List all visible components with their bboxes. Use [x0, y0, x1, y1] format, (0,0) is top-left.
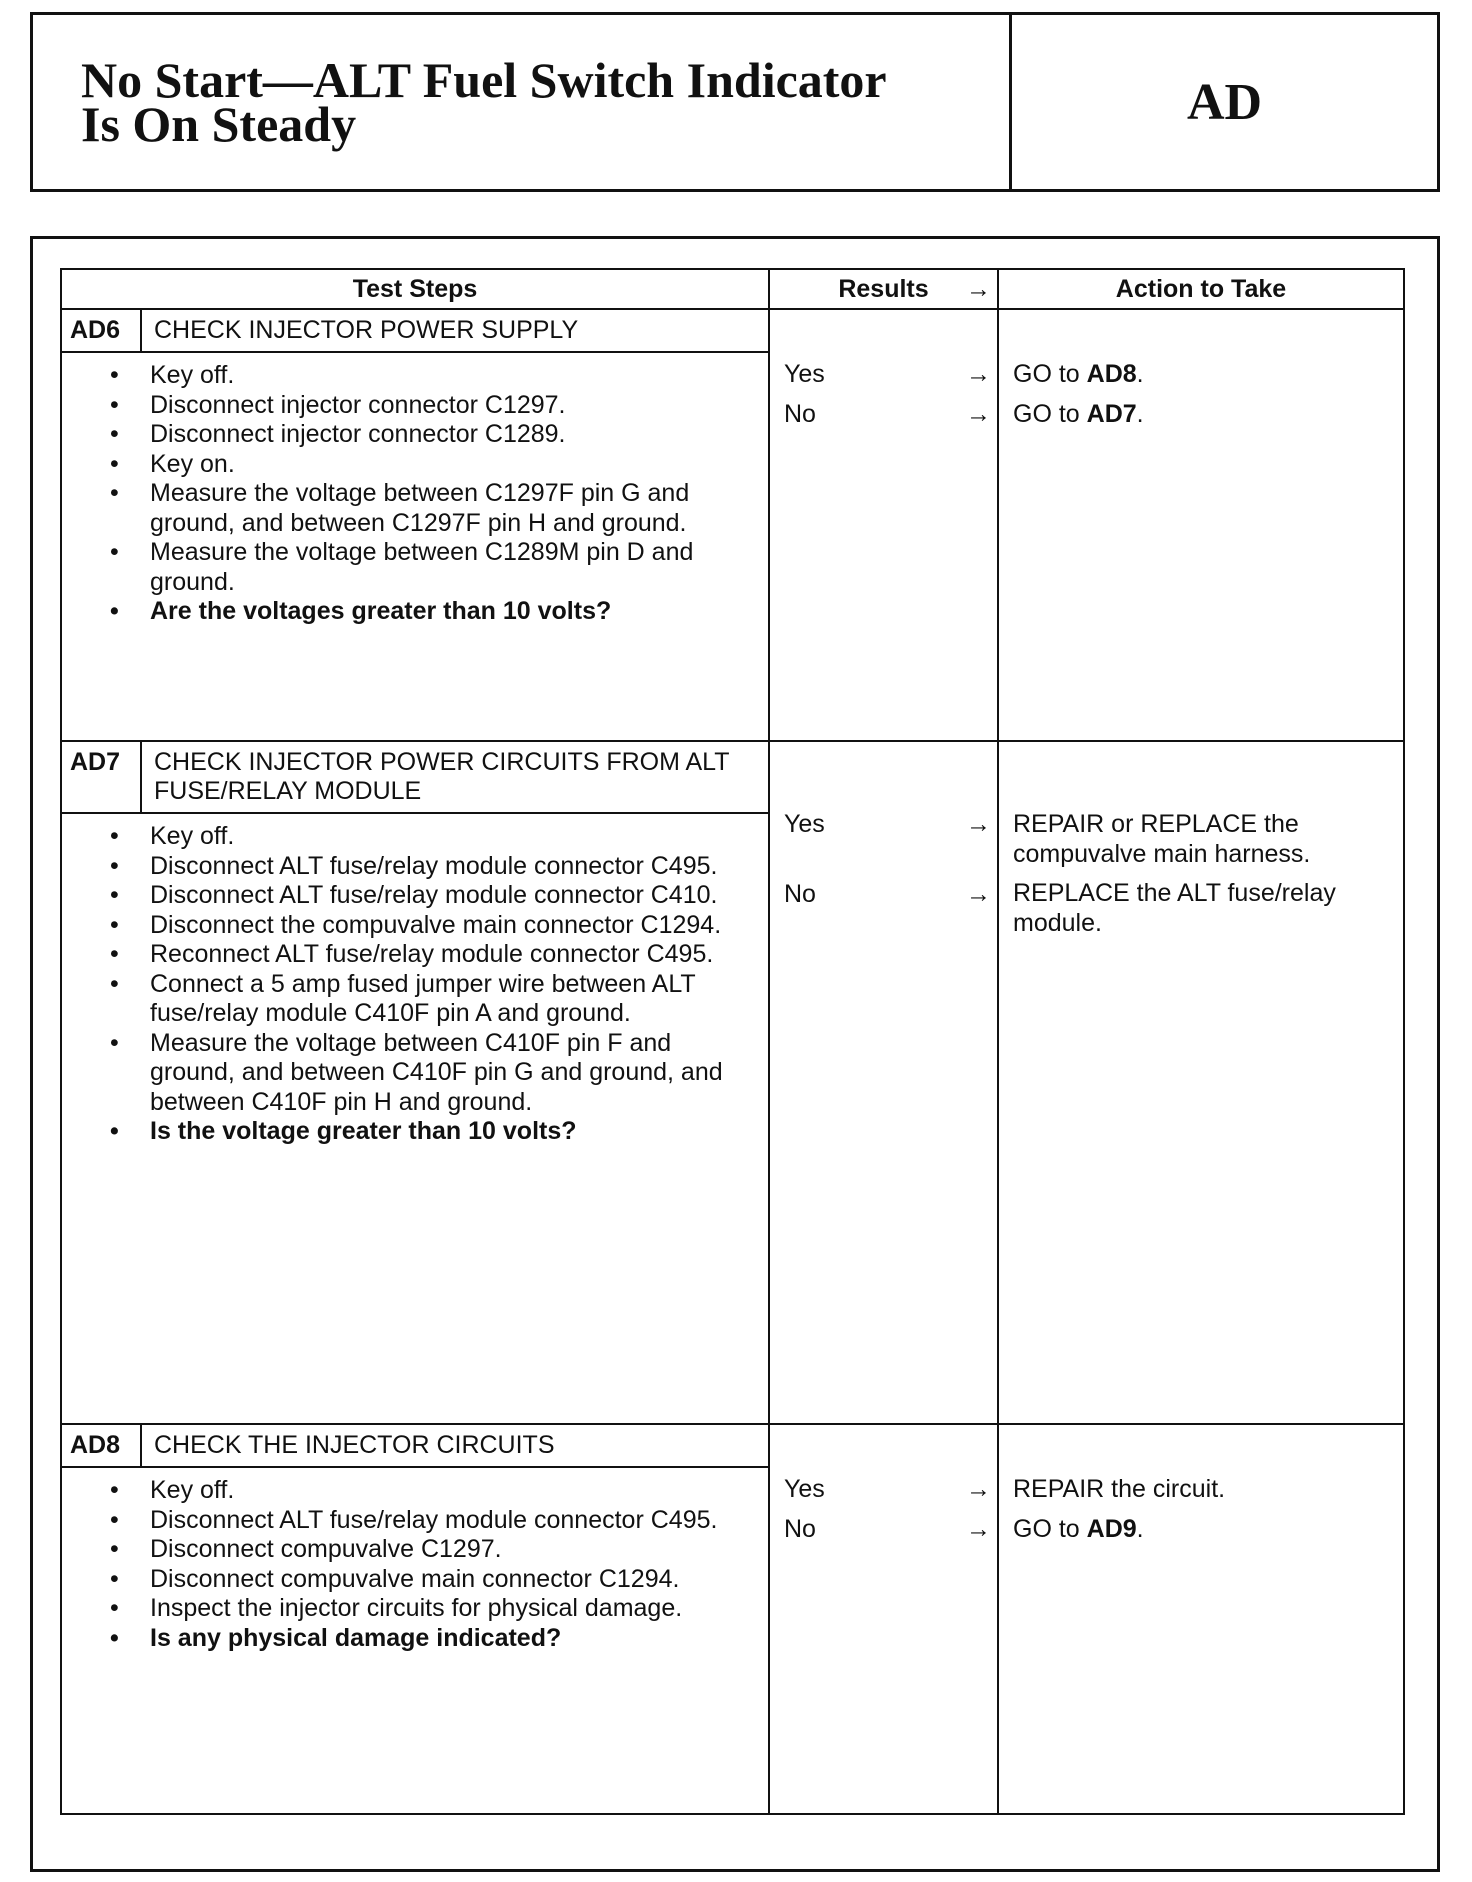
action-step-ref: AD8	[1086, 360, 1137, 388]
header-action: Action to Take	[998, 269, 1404, 309]
list-item: • Key off.	[150, 361, 738, 391]
section-code: AD	[1186, 73, 1263, 131]
test-steps-table	[60, 268, 1405, 1815]
action-no	[999, 400, 1403, 430]
list-item: • Disconnect injector connector C1289.	[150, 420, 738, 450]
step-title: CHECK INJECTOR POWER SUPPLY	[154, 316, 579, 344]
list-item: • Measure the voltage between C1289M pin D and ground.	[150, 538, 738, 597]
list-item: • Reconnect ALT fuse/relay module connector C495.	[150, 940, 738, 970]
header-test-steps: Test Steps	[61, 269, 769, 309]
action-no	[999, 879, 1403, 938]
action-step-ref: AD7	[1086, 399, 1137, 428]
step-bullets	[62, 1468, 768, 1657]
header-arrow: →	[966, 274, 991, 303]
step-question: • Is the voltage greater than 10 volts?	[150, 1117, 738, 1147]
step-title: CHECK INJECTOR POWER CIRCUITS FROM ALT FUSE/RELAY MODULE	[154, 748, 730, 805]
title-line-1: No Start—ALT Fuel Switch Indicator	[81, 52, 887, 108]
list-item: • Measure the voltage between C1297F pin G and ground, and between C1297F pin H and ground.	[150, 479, 738, 538]
action-step-ref: AD9	[1086, 1514, 1137, 1543]
results-cell	[769, 741, 998, 1424]
list-item: • Disconnect injector connector C1297.	[150, 391, 738, 421]
results-cell	[769, 1424, 998, 1814]
action-text: REPAIR the circuit.	[1013, 1475, 1226, 1503]
action-text: GO to	[1013, 360, 1087, 388]
action-cell	[998, 741, 1404, 1424]
page-title	[33, 15, 1012, 189]
step-id: AD8	[62, 1425, 142, 1466]
action-no	[999, 1515, 1403, 1545]
result-arrow: →	[966, 1514, 991, 1543]
list-item: • Disconnect ALT fuse/relay module connector C495.	[150, 1506, 738, 1536]
action-text: REPAIR or REPLACE the compuvalve main harness.	[1013, 810, 1311, 868]
step-question: • Are the voltages greater than 10 volts?	[150, 597, 738, 627]
list-item: • Connect a 5 amp fused jumper wire between ALT fuse/relay module C410F pin A and ground.	[150, 970, 738, 1029]
list-item: • Inspect the injector circuits for physical damage.	[150, 1594, 738, 1624]
list-item: • Disconnect compuvalve main connector C1294.	[150, 1565, 738, 1595]
list-item: • Measure the voltage between C410F pin F and ground, and between C410F pin G and ground, and between C410F pin H and ground.	[150, 1029, 738, 1118]
action-tail: .	[1136, 1514, 1144, 1543]
title-line-2: Is On Steady	[81, 96, 357, 152]
result-yes	[770, 810, 997, 840]
test-step-cell	[61, 1424, 769, 1814]
list-item: • Key on.	[150, 450, 738, 480]
list-item: • Key off.	[150, 1476, 738, 1506]
step-id: AD7	[62, 742, 142, 812]
header-results-label: Results	[838, 274, 929, 303]
test-step-cell	[61, 309, 769, 741]
step-row-ad8	[61, 1424, 1404, 1814]
result-answer: Yes	[784, 1475, 825, 1503]
action-text: REPLACE the ALT fuse/relay module.	[1013, 879, 1336, 937]
test-step-cell	[61, 741, 769, 1424]
result-answer: No	[784, 879, 816, 908]
step-row-ad6	[61, 309, 1404, 741]
action-text: GO to	[1013, 399, 1087, 428]
step-header	[62, 742, 768, 814]
steps-body	[61, 309, 1404, 1814]
step-bullets	[62, 353, 768, 631]
action-tail: .	[1136, 399, 1144, 428]
action-cell	[998, 309, 1404, 741]
result-no	[770, 400, 997, 430]
result-answer: No	[784, 399, 816, 428]
list-item: • Key off.	[150, 822, 738, 852]
result-no	[770, 880, 997, 910]
step-header	[62, 310, 768, 353]
action-yes	[999, 810, 1403, 869]
result-yes	[770, 360, 997, 390]
list-item: • Disconnect compuvalve C1297.	[150, 1535, 738, 1565]
step-question: • Is any physical damage indicated?	[150, 1624, 738, 1654]
step-bullets	[62, 814, 768, 1151]
step-header	[62, 1425, 768, 1468]
result-arrow: →	[966, 399, 991, 428]
result-answer: Yes	[784, 810, 825, 838]
result-yes	[770, 1475, 997, 1505]
action-cell	[998, 1424, 1404, 1814]
result-answer: Yes	[784, 360, 825, 388]
list-item: • Disconnect ALT fuse/relay module connector C495.	[150, 852, 738, 882]
step-id: AD6	[62, 310, 142, 351]
result-arrow: →	[966, 1475, 991, 1503]
list-item: • Disconnect the compuvalve main connector C1294.	[150, 911, 738, 941]
action-yes	[999, 360, 1403, 390]
step-row-ad7	[61, 741, 1404, 1424]
results-cell	[769, 309, 998, 741]
list-item: • Disconnect ALT fuse/relay module connector C410.	[150, 881, 738, 911]
result-arrow: →	[966, 810, 991, 838]
result-arrow: →	[966, 879, 991, 908]
result-answer: No	[784, 1514, 816, 1543]
action-tail: .	[1136, 360, 1144, 388]
header-box	[30, 12, 1440, 192]
step-title: CHECK THE INJECTOR CIRCUITS	[154, 1431, 555, 1459]
result-arrow: →	[966, 360, 991, 388]
action-yes	[999, 1475, 1403, 1505]
result-no	[770, 1515, 997, 1545]
header-results	[769, 269, 998, 309]
table-header-row	[61, 269, 1404, 309]
action-text: GO to	[1013, 1514, 1087, 1543]
